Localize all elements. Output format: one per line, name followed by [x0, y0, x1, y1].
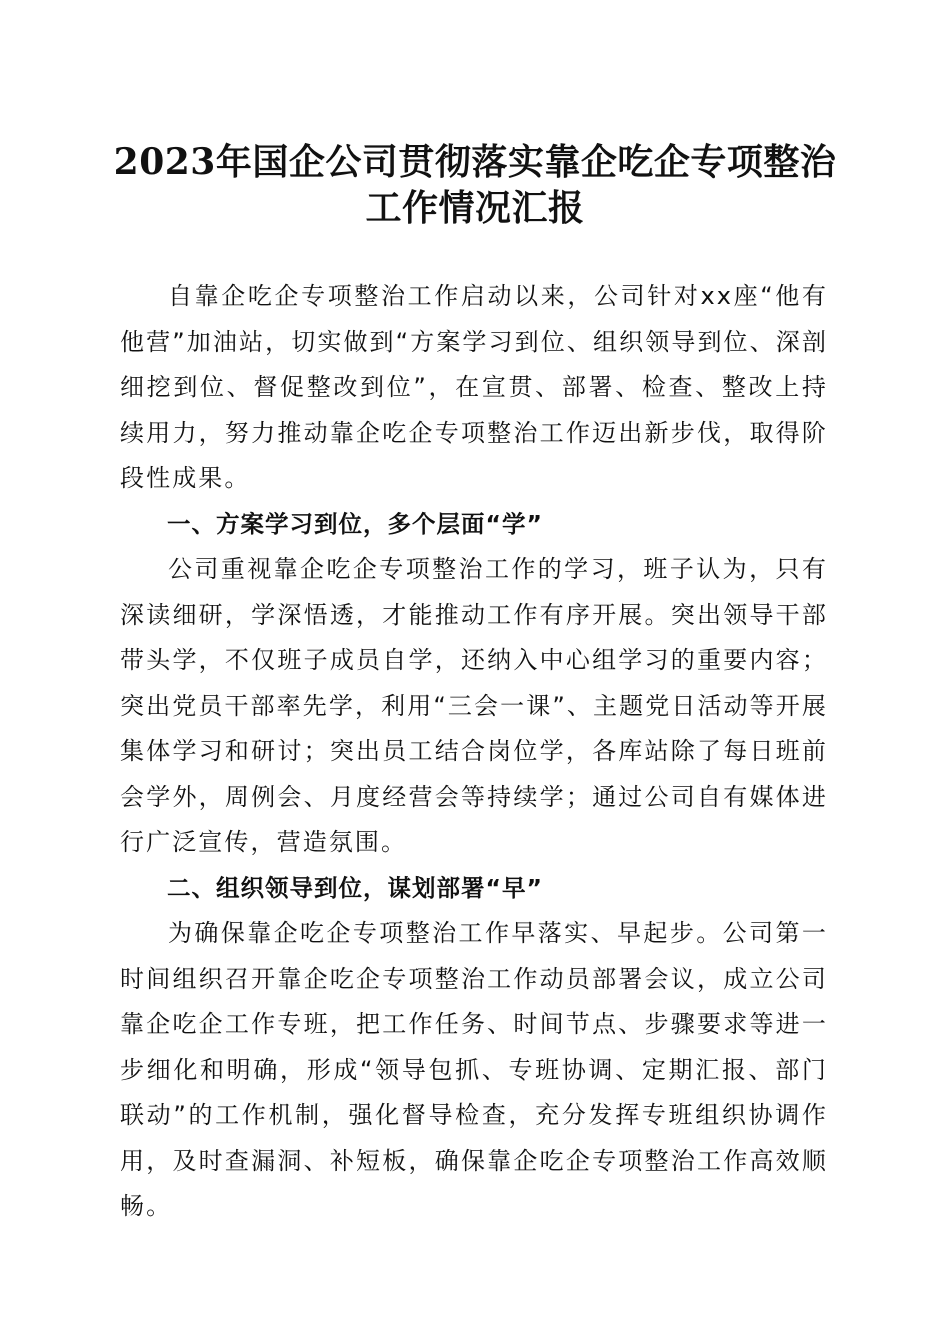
document-body — [120, 274, 828, 1230]
document-title-line-2: 工作情况汇报 — [365, 187, 585, 229]
section-2-paragraph: 为确保靠企吃企专项整治工作早落实、早起步。公司第一时间组织召开靠企吃企专项整治工作动员部署会议，成立公司靠企吃企工作专班，把工作任务、时间节点、步骤要求等进一步细化和明确，形成“领导包抓、专班协调、定期汇报、部门联动”的工作机制，强化督导检查，充分发挥专班组织协调作用，及时查漏洞、补短板，确保靠企吃企专项整治工作高效顺畅。 — [120, 919, 828, 1220]
intro-paragraph: 自靠企吃企专项整治工作启动以来，公司针对xx座“他有他营”加油站，切实做到“方案学习到位、组织领导到位、深剖细挖到位、督促整改到位”，在宣贯、部署、检查、整改上持续用力，努力推动靠企吃企专项整治工作迈出新步伐，取得阶段性成果。 — [120, 282, 828, 492]
section-2-heading: 二、组织领导到位，谋划部署“早” — [167, 873, 543, 902]
section-1-paragraph: 公司重视靠企吃企专项整治工作的学习，班子认为，只有深读细研，学深悟透，才能推动工作有序开展。突出领导干部带头学，不仅班子成员自学，还纳入中心组学习的重要内容；突出党员干部率先学，利用“三会一课”、主题党日活动等开展集体学习和研讨；突出员工结合岗位学，各库站除了每日班前会学外，周例会、月度经营会等持续学；通过公司自有媒体进行广泛宣传，营造氛围。 — [120, 555, 828, 856]
section-1-heading: 一、方案学习到位，多个层面“学” — [167, 509, 543, 538]
document-title-line-1: 2023年国企公司贯彻落实靠企吃企专项整治 — [113, 141, 837, 183]
